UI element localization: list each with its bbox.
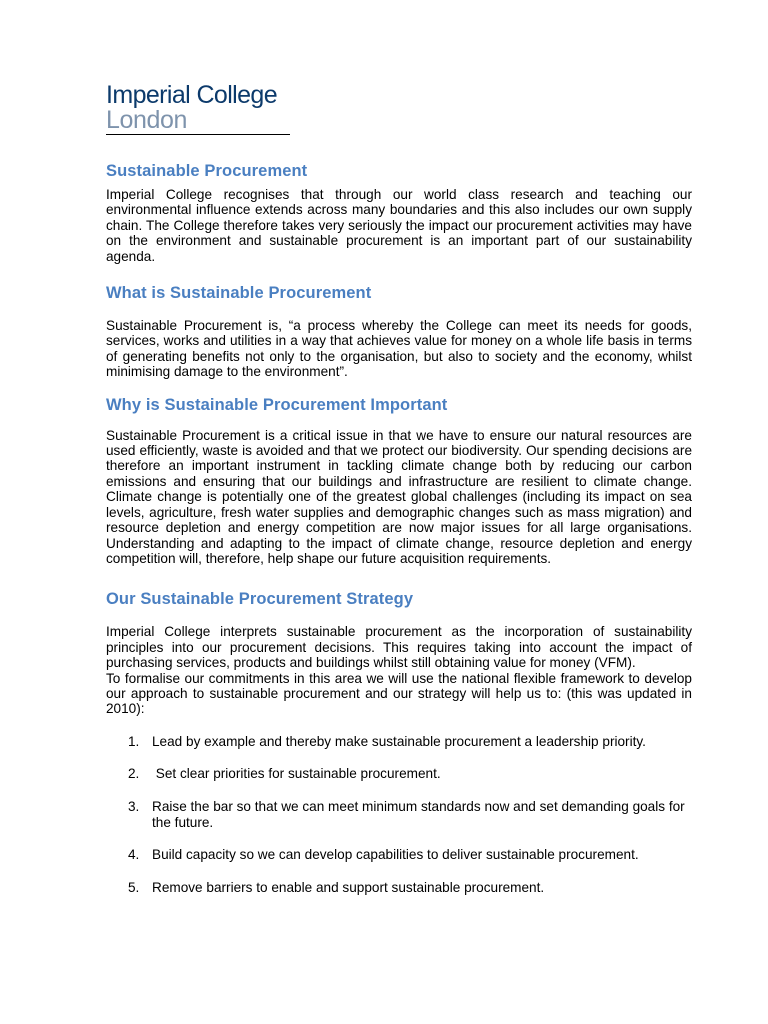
heading-sustainable-procurement: Sustainable Procurement [106,162,308,180]
list-number: 5. [128,879,140,895]
document-page [106,82,692,912]
list-item [106,880,692,896]
list-item [106,734,692,750]
list-number: 3. [128,798,140,814]
list-text: Set clear priorities for sustainable procurement. [152,766,441,782]
paragraph-importance: Sustainable Procurement is a critical issue in that we have to ensure our natural resources are used efficiently, waste is avoided and that we protect our biodiversity. Our spending decisions are therefore an important instrument in tackling climate change both by reducing our carbon emissions and ensuring that our buildings and infrastructure are resilient to climate change. Climate change is potentially one of the greatest global challenges (including its impact on sea levels, agriculture, fresh water supplies and demographic changes such as mass migration) and resource depletion and energy competition are now major issues for all large organisations. Understanding and adapting to the impact of climate change, resource depletion and energy competition will, therefore, help shape our future acquisition requirements. [106,427,692,566]
heading-what-is: What is Sustainable Procurement [106,284,372,303]
strategy-list [106,734,692,896]
list-item [106,799,692,832]
list-number: 4. [128,847,140,863]
heading-why-important: Why is Sustainable Procurement Important [106,395,448,414]
list-text: Raise the bar so that we can meet minimum standards now and set demanding goals for the future. [152,798,685,830]
list-text: Remove barriers to enable and support sustainable procurement. [152,879,545,895]
list-text: Build capacity so we can develop capabilities to deliver sustainable procurement. [152,847,639,863]
paragraph-definition: Sustainable Procurement is, “a process whereby the College can meet its needs for goods, services, works and utilities in a way that achieves value for money on a whole life basis in terms of generating benefits not only to the organisation, but also to society and the economy, whilst minimising damage to the environment”. [106,318,692,380]
imperial-college-logo [106,82,290,135]
list-item [106,847,692,863]
list-text: Lead by example and thereby make sustainable procurement a leadership priority. [152,733,646,749]
paragraph-strategy-1: Imperial College interprets sustainable procurement as the incorporation of sustainability principles into our procurement decisions. This requires taking into account the impact of purchasing services, products and buildings whilst still obtaining value for money (VFM). [106,624,692,671]
list-number: 2. [128,766,140,782]
logo-line-1: Imperial College [106,81,278,109]
heading-strategy: Our Sustainable Procurement Strategy [106,590,414,609]
paragraph-strategy-2: To formalise our commitments in this area we will use the national flexible framework to develop our approach to sustainable procurement and our strategy will help us to: (this was updated in 2010): [106,670,692,717]
list-number: 1. [128,733,140,749]
list-item [106,766,692,782]
logo-underline [106,134,290,135]
logo-line-2: London [106,106,188,134]
paragraph-intro: Imperial College recognises that through our world class research and teaching our environmental influence extends across many boundaries and this also includes our own supply chain. The College therefore takes very seriously the impact our procurement activities may have on the environment and sustainable procurement is an important part of our sustainability agenda. [106,187,692,264]
